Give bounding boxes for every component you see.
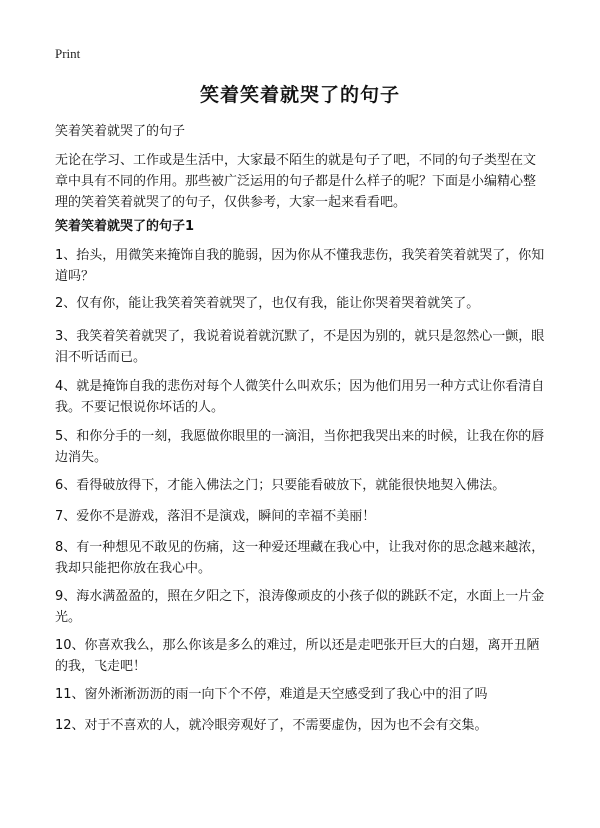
print-link[interactable]: Print — [55, 46, 81, 61]
list-item: 3、我笑着笑着就哭了，我说着说着就沉默了，不是因为别的，就只是忽然心一颤，眼泪不听话而已。 — [55, 329, 545, 365]
list-item: 8、有一种想见不敢见的伤痛，这一种爱还埋藏在我心中，让我对你的思念越来越浓，我却只能把你放在我心中。 — [55, 540, 545, 576]
list-item: 7、爱你不是游戏，落泪不是演戏，瞬间的幸福不美丽！ — [55, 509, 376, 524]
section-heading: 笑着笑着就哭了的句子1 — [55, 219, 195, 234]
list-item: 9、海水满盈盈的，照在夕阳之下，浪涛像顽皮的小孩子似的跳跃不定，水面上一片金光。 — [55, 589, 545, 625]
list-item: 5、和你分手的一刻，我愿做你眼里的一滴泪，当你把我哭出来的时候，让我在你的唇边消失。 — [55, 429, 545, 465]
list-item: 2、仅有你，能让我笑着笑着就哭了，也仅有我，能让你哭着哭着就笑了。 — [55, 296, 480, 311]
subtitle: 笑着笑着就哭了的句子 — [55, 124, 186, 139]
list-item: 4、就是掩饰自我的悲伤对每个人微笑什么叫欢乐；因为他们用另一种方式让你看清自我。不要记恨说你坏话的人。 — [55, 379, 545, 415]
list-item: 11、窗外淅淅沥沥的雨一向下个不停，难道是天空感受到了我心中的泪了吗 — [55, 687, 488, 702]
list-item: 6、看得破放得下，才能入佛法之门；只要能看破放下，就能很快地契入佛法。 — [55, 478, 506, 493]
list-item: 1、抬头，用微笑来掩饰自我的脆弱，因为你从不懂我悲伤，我笑着笑着就哭了，你知道吗？ — [55, 248, 545, 284]
list-item: 12、对于不喜欢的人，就冷眼旁观好了，不需要虚伪，因为也不会有交集。 — [55, 718, 488, 733]
list-item: 10、你喜欢我么，那么你该是多么的难过，所以还是走吧张开巨大的白翅，离开丑陋的我，飞走吧！ — [55, 638, 540, 674]
page-title: 笑着笑着就哭了的句子 — [199, 84, 400, 106]
intro-paragraph: 无论在学习、工作或是生活中，大家最不陌生的就是句子了吧，不同的句子类型在文章中具有不同的作用。那些被广泛运用的句子都是什么样子的呢？下面是小编精心整理的笑着笑着就哭了的句子，仅供参考，大家一起来看看吧。 — [55, 153, 537, 210]
